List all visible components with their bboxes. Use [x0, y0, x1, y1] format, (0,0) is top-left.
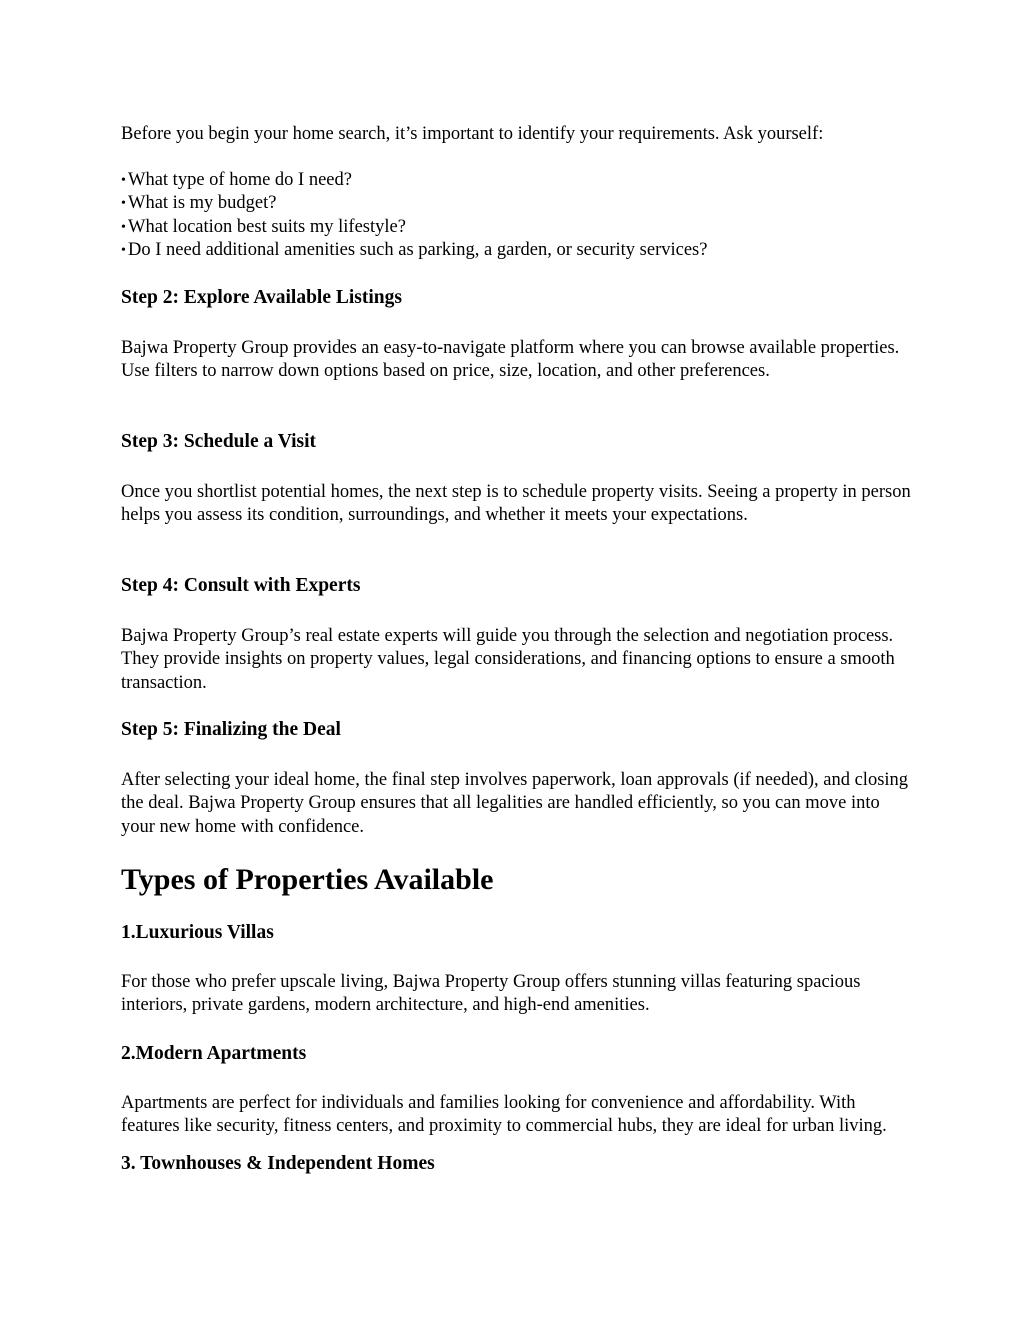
intro-paragraph: Before you begin your home search, it’s important to identify your requirements. Ask yourself: — [121, 124, 824, 144]
bullet-icon: • — [121, 173, 126, 188]
step3-heading: Step 3: Schedule a Visit — [121, 431, 317, 452]
bullet-icon: • — [121, 243, 126, 259]
apartments-paragraph: Apartments are perfect for individuals and families looking for convenience and affordability. With features like security, fitness centers, and proximity to commercial hubs, they are ideal for urban living. — [121, 1093, 887, 1137]
list-item: • Do I need additional amenities such as parking, a garden, or security services? — [121, 239, 911, 262]
types-section-heading: Types of Properties Available — [121, 863, 494, 896]
step4-heading: Step 4: Consult with Experts — [121, 575, 361, 596]
step4-paragraph: Bajwa Property Group’s real estate experts will guide you through the selection and negotiation process. They provide insights on property values, legal considerations, and financing options to ensure a smooth transaction. — [121, 626, 895, 693]
list-item: • What type of home do I need? — [121, 169, 911, 192]
list-item: • What is my budget? — [121, 192, 911, 215]
villas-paragraph: For those who prefer upscale living, Bajwa Property Group offers stunning villas featuring spacious interiors, private gardens, modern architecture, and high-end amenities. — [121, 972, 861, 1016]
bullet-icon: • — [121, 196, 126, 212]
step2-heading: Step 2: Explore Available Listings — [121, 287, 402, 308]
step5-paragraph: After selecting your ideal home, the final step involves paperwork, loan approvals (if needed), and closing the deal. Bajwa Property Group ensures that all legalities are handled efficiently, so you can move into your new home with confidence. — [121, 770, 909, 837]
step2-paragraph: Bajwa Property Group provides an easy-to-navigate platform where you can browse available properties. Use filters to narrow down options based on price, size, location, and other preferences. — [121, 338, 900, 382]
step5-heading: Step 5: Finalizing the Deal — [121, 719, 341, 740]
townhouses-heading: 3. Townhouses & Independent Homes — [121, 1153, 435, 1174]
apartments-heading: 2.Modern Apartments — [121, 1043, 307, 1064]
villas-heading: 1.Luxurious Villas — [121, 922, 274, 943]
bullet-icon: • — [121, 219, 126, 235]
requirements-question-list — [121, 169, 911, 263]
list-item: • What location best suits my lifestyle? — [121, 216, 911, 239]
step3-paragraph: Once you shortlist potential homes, the next step is to schedule property visits. Seeing a property in person helps you assess its condition, surroundings, and whether it meets your expectations. — [121, 482, 911, 526]
